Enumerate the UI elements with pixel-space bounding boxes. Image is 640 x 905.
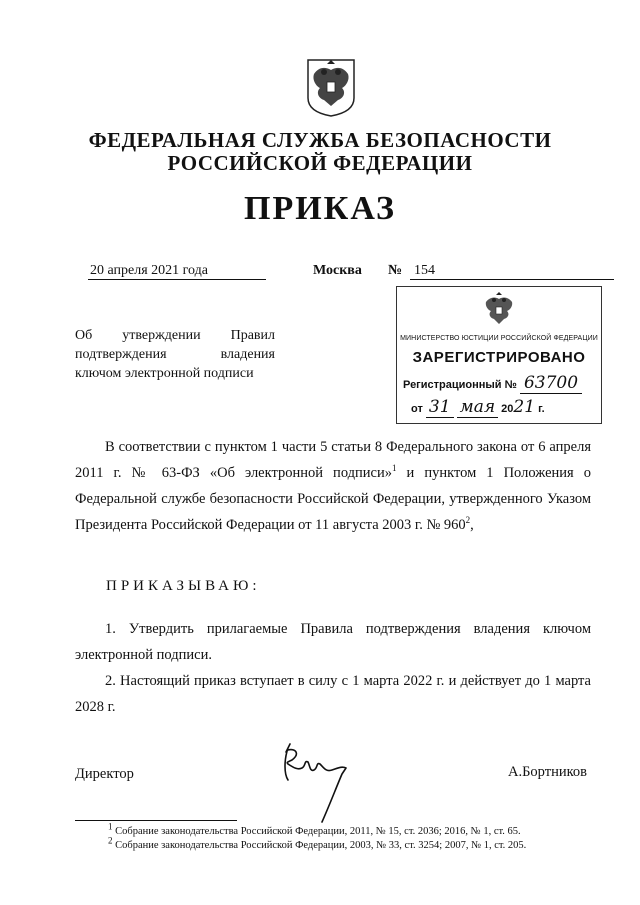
stamp-date-end: г. xyxy=(538,403,545,415)
order-item-text: 1. Утвердить прилагаемые Правила подтверждения владения ключом электронной подписи. xyxy=(75,621,591,663)
signer-name: А.Бортников xyxy=(508,764,587,780)
footnote-mark: 2 xyxy=(108,835,113,846)
signer-position: Директор xyxy=(75,766,134,782)
subject-line: ключом электронной подписи xyxy=(75,366,254,381)
document-title: ПРИКАЗ xyxy=(244,190,396,227)
stamp-date-year-suffix: 21 xyxy=(513,397,536,417)
stamp-date-year-prefix: 20 xyxy=(501,403,514,415)
order-item-text: 2. Настоящий приказ вступает в силу с 1 марта 2022 г. и действует до 1 марта 2028 г. xyxy=(75,673,591,715)
footnote-ref-1: 1 xyxy=(392,463,397,474)
stamp-registered: ЗАРЕГИСТРИРОВАНО xyxy=(412,349,586,366)
handwritten-signature-icon xyxy=(276,740,358,828)
organization-name-line1: ФЕДЕРАЛЬНАЯ СЛУЖБА БЕЗОПАСНОСТИ xyxy=(88,128,552,152)
organization-name-line2: РОССИЙСКОЙ ФЕДЕРАЦИИ xyxy=(167,151,473,175)
footnote-2 xyxy=(108,835,608,851)
footnote-text: Собрание законодательства Российской Федерации, 2011, № 15, ст. 2036; 2016, № 1, ст. 65. xyxy=(112,826,521,837)
preamble-text-part1: В соответствии с пунктом 1 части 5 статьи 8 Федерального закона от 6 апреля 2011 г. № 63-ФЗ «Об электронной подписи» xyxy=(75,439,591,481)
order-number-sign: № xyxy=(388,263,403,278)
stamp-emblem-icon xyxy=(477,291,521,331)
subject-line: Об утверждении Правил xyxy=(75,328,275,343)
order-word: ПРИКАЗЫВАЮ: xyxy=(106,578,261,594)
stamp-date-day: 31 xyxy=(426,397,454,418)
preamble-text-part2: и пунктом 1 Положения о Федеральной службе безопасности Российской Федерации, утвержденного Указом Президента Российской Федерации от 11 августа 2003 г. № 960 xyxy=(75,465,591,533)
footnote-ref-2: 2 xyxy=(465,515,471,526)
order-item-1 xyxy=(75,616,591,668)
registration-stamp xyxy=(396,286,602,424)
order-subject xyxy=(75,326,275,383)
footnote-mark: 1 xyxy=(108,821,113,832)
order-date: 20 апреля 2021 года xyxy=(88,263,266,280)
coat-of-arms-icon xyxy=(300,58,362,118)
stamp-date-month: мая xyxy=(457,397,499,418)
stamp-reg-number: 63700 xyxy=(520,373,582,394)
footnote-text: Собрание законодательства Российской Федерации, 2003, № 33, ст. 3254; 2007, № 1, ст. 205. xyxy=(112,840,527,851)
subject-line: подтверждения владения xyxy=(75,347,275,362)
stamp-date-row xyxy=(411,397,597,417)
order-city: Москва xyxy=(313,263,362,278)
stamp-reg-number-row xyxy=(403,373,599,393)
order-item-2 xyxy=(75,668,591,720)
footnote-1 xyxy=(108,821,608,837)
footnote-divider xyxy=(75,820,237,821)
order-number: 154 xyxy=(410,263,614,280)
preamble-paragraph xyxy=(75,434,591,538)
stamp-reg-label: Регистрационный № xyxy=(403,379,517,391)
stamp-ministry: МИНИСТЕРСТВО ЮСТИЦИИ РОССИЙСКОЙ ФЕДЕРАЦИИ xyxy=(400,335,598,342)
preamble-text-end: , xyxy=(470,517,474,533)
stamp-date-from: от xyxy=(411,403,423,415)
